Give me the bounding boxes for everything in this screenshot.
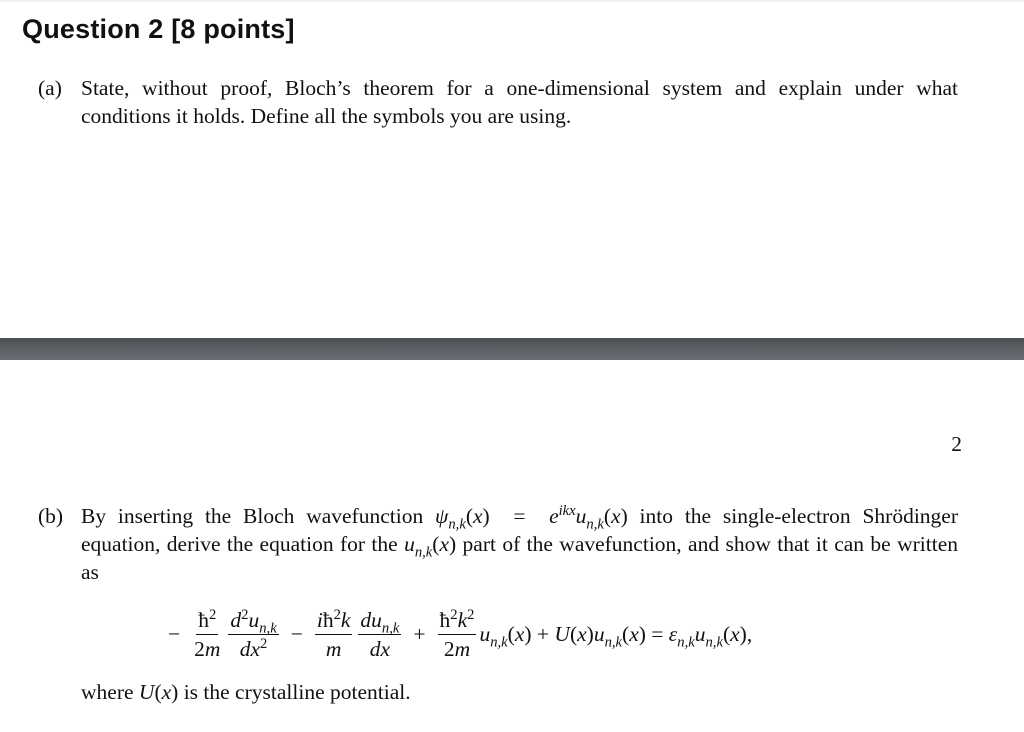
minus-sign: −	[168, 621, 181, 646]
where-text-1: where	[81, 680, 139, 704]
question-title: Question 2 [8 points]	[22, 14, 295, 44]
potential-math: U(x)	[138, 680, 179, 704]
part-a-label: (a)	[38, 76, 62, 100]
part-b-text-1: By inserting the Bloch wavefunction	[81, 504, 436, 528]
fraction-hbar2-over-2m: $\frac{ħ^2}{2m}$	[194, 606, 221, 661]
plus-sign: +	[413, 621, 426, 646]
part-b-text	[81, 502, 958, 586]
part-b-text-2: into the single-electron Shrödinger equation, derive the equation for the	[81, 504, 958, 556]
fraction-hbar2-k2-over-2m: $\frac{ħ^2k^2}{2m}$	[439, 606, 475, 661]
bloch-wavefunction-math: $\psi_{n,k}(x) = e^{ikx}u_{n,k}(x)$	[435, 502, 628, 533]
top-border	[0, 0, 1024, 2]
fraction-first-derivative: $\frac{du_{n,k}}{dx}$	[360, 607, 400, 661]
fraction-second-derivative: $\frac{d^2u_{n,k}}{dx^2}$	[230, 606, 277, 661]
part-a	[38, 74, 958, 130]
page-number: 2	[951, 432, 962, 456]
where-text-2: is the crystalline potential.	[178, 680, 411, 704]
schrodinger-equation	[168, 598, 888, 670]
u-function-math: $u_{n,k}(x)$	[404, 532, 457, 561]
part-b	[38, 502, 958, 586]
page-separator	[0, 338, 1024, 360]
part-b-text-3: part of the wavefunction, and show that it can be written as	[81, 532, 958, 584]
minus-sign: −	[290, 621, 303, 646]
fraction-i-hbar2-k-over-m: $\frac{iħ^2k}{m}$	[316, 606, 351, 661]
part-a-text: State, without proof, Bloch’s theorem for a one-dimensional system and explain under what conditions it holds. Define all the symbols you are using.	[81, 76, 958, 128]
part-b-label: (b)	[38, 504, 64, 528]
where-clause	[81, 680, 411, 705]
equation-tail: $u_{n,k}(x) + U(x)u_{n,k}(x) = \varepsilon_{n,k}u_{n,k}(x)$,	[479, 621, 753, 650]
